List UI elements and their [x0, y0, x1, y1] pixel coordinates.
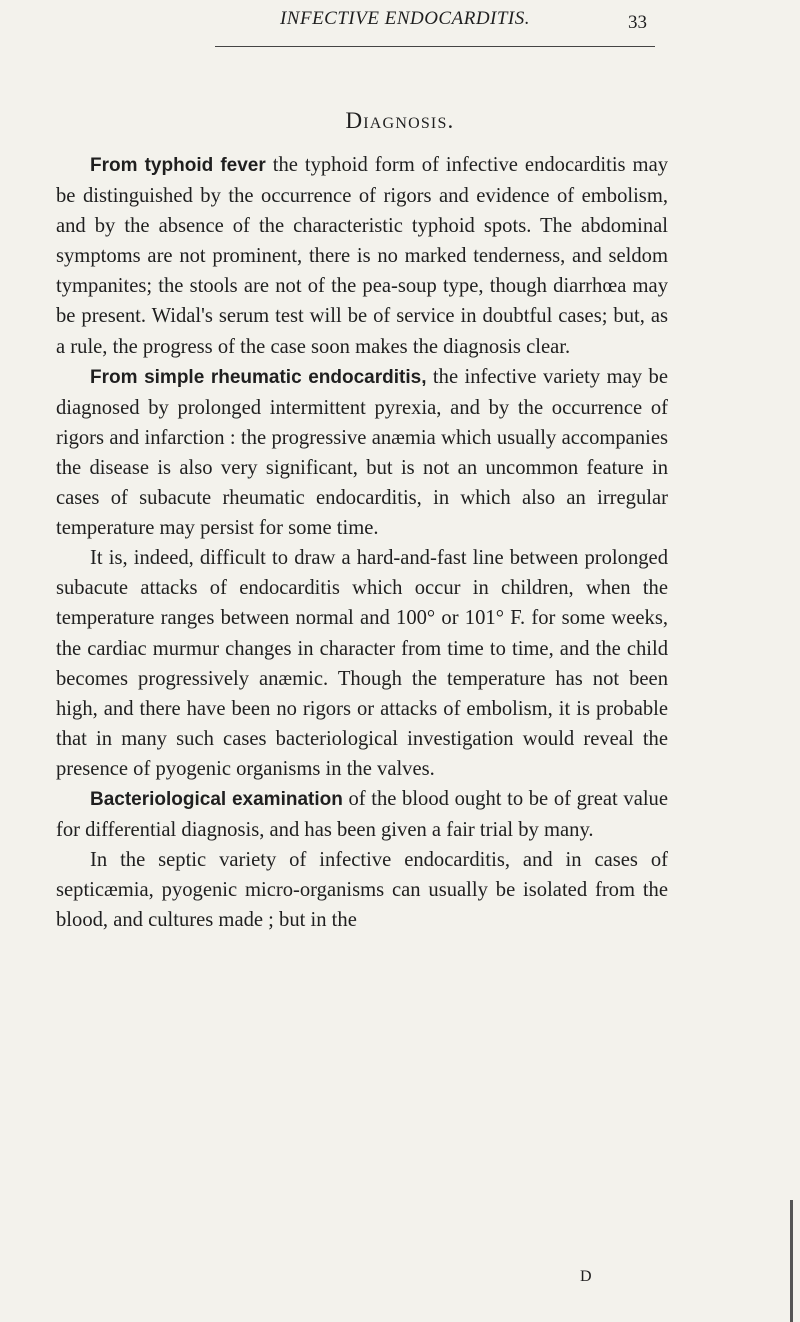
paragraph-text: the infective variety may be diagnosed by prolonged intermittent pyrexia, and by the occurrence of rigors and infarction : the progressive anæmia which usually accompanies the disease is also very significant, but is not an uncommon feature in cases of subacute rheumatic endocarditis, in which also an irregular temperature may persist for some time. [56, 365, 668, 540]
paragraph-text: In the septic variety of infective endocarditis, and in cases of septicæmia, pyogenic micro-organisms can usually be isolated from the blood, and cultures made ; but in the [56, 849, 668, 932]
paragraph-lead: From simple rheumatic endocarditis, [90, 366, 427, 388]
paragraph [56, 362, 668, 544]
paragraph-text: of the blood ought to be of great value for differential diagnosis, and has been given a fair trial by many. [56, 787, 668, 842]
section-heading: Diagnosis. [345, 108, 455, 133]
header-rule [215, 46, 655, 47]
paragraph-lead: From typhoid fever [90, 155, 266, 176]
paragraph [56, 845, 668, 935]
paragraph-lead: Bacteriological examination [90, 788, 343, 810]
page-number: 33 [628, 12, 647, 33]
binding-edge [790, 1200, 793, 1322]
signature-mark: D [580, 1268, 592, 1285]
paragraph-text: the typhoid form of infective endocarditis may be distinguished by the occurrence of rigors and evidence of embolism, and by the absence of the characteristic typhoid spots. The abdominal symptoms are not prominent, there is no marked tenderness, and seldom tympanites; the stools are not of the pea-soup type, though diarrhœa may be present. Widal's serum test will be of service in doubtful cases; but, as a rule, the progress of the case soon makes the diagnosis clear. [56, 154, 669, 358]
paragraph [56, 150, 668, 362]
paragraph-text: It is, indeed, difficult to draw a hard-and-fast line between prolonged subacute attacks of endocarditis which occur in children, when the temperature ranges between normal and 100° or 101° F. for some weeks, the cardiac murmur changes in character from time to time, and the child becomes progressively anæmic. Though the temperature has not been high, and there have been no rigors or attacks of embolism, it is probable that in many such cases bacteriological investigation would reveal the presence of pyogenic organisms in the valves. [56, 547, 668, 780]
running-title: INFECTIVE ENDOCARDITIS. [279, 8, 531, 29]
body-text [56, 150, 668, 935]
paragraph [56, 543, 668, 784]
paragraph [56, 784, 668, 845]
